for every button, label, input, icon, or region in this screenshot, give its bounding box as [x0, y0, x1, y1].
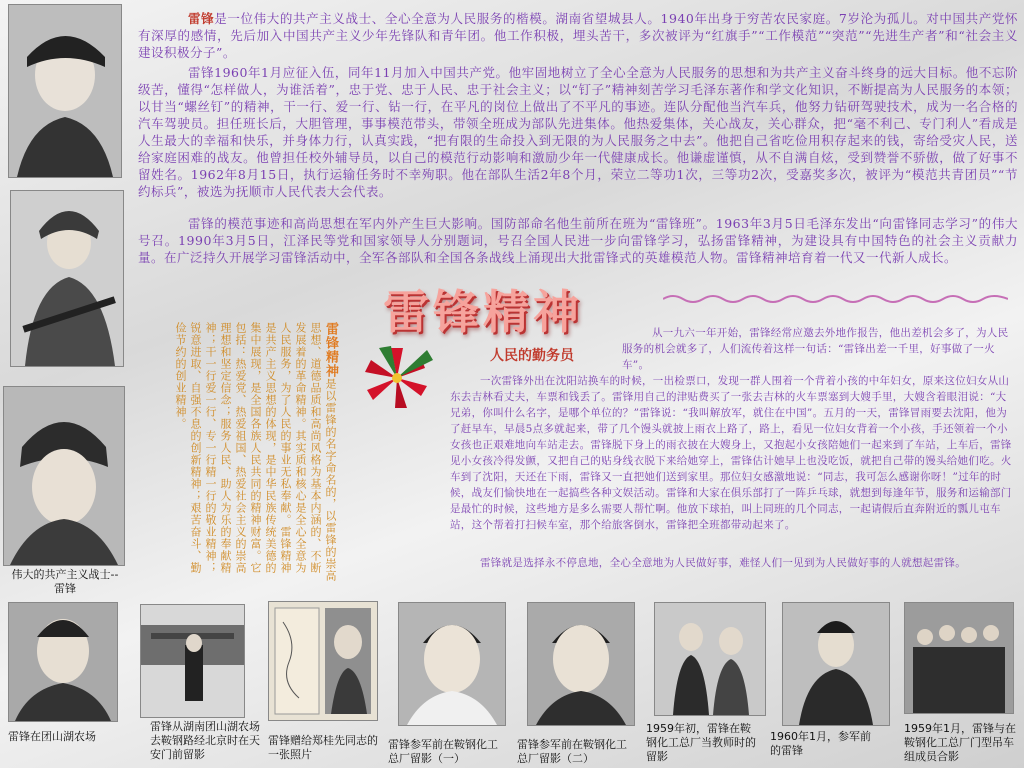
spirit-vertical-block: [148, 322, 338, 584]
story-closing-text: 雷锋就是选择永不停息地，全心全意地为人民做好事，难怪人们一见到为人民做好事的人就想起雷锋。: [480, 557, 966, 569]
bottom-photo-1: [8, 602, 118, 722]
decorative-scroll-line: [663, 293, 1008, 305]
bottom-caption-3: 雷锋赠给郑桂先同志的一张照片: [268, 734, 378, 761]
story-subhead: 人民的勤务员: [490, 348, 574, 364]
bottom-photo-8: [904, 602, 1014, 714]
bottom-caption-7: 1960年1月，参军前的雷锋: [770, 730, 871, 757]
bottom-photo-6: [654, 602, 766, 716]
portrait-photo-icon: [9, 603, 117, 721]
spirit-heading: 雷锋精神: [323, 322, 338, 378]
story-body-text: 一次雷锋外出在沈阳站换车的时候，一出检票口，发现一群人围着一个背着小孩的中年妇女，原来这位妇女从山东去吉林看丈夫，车票和钱丢了。雷锋用自己的津贴费买了一张去吉林的火车票塞到大嫂手里，大嫂含着眼泪说：“大兄弟，你叫什么名字，是哪个单位的？”雷锋说：“我叫解放军，就住在中国”。五月的一天，雷锋冒雨要去沈阳，他为了赶早车，早晨5点多就起来，带了几个馒头就披上雨衣上路了，路上，看见一位妇女背着一个小孩，手还领着一个小女孩也正艰难地向车站走去。雷锋脱下身上的雨衣披在大嫂身上，又抱起小女孩陪她们一起来到了车站，上车后，雷锋见小女孩冷得发颤，又把自己的贴身线衣脱下来给她穿上，雷锋估计她早上也没吃饭，就把自己带的馒头给她们吃。火车到了沈阳，天还在下雨，雷锋又一直把她们送到家里。那位妇女感激地说：“同志，我可怎么感谢你呀！”过年的时候，战友们愉快地在一起搞些各种文娱活动。雷锋和大家在俱乐部打了一阵乒乓球，就想到每逢年节，服务和运输部门是最忙的时候，这些地方是多么需要人帮忙啊。他放下球拍，叫上同班的几个同志，一起请假后直奔附近的瓢儿屯车站，这个帮着打扫候车室，那个给旅客倒水，雷锋把全班都带动起来了。: [450, 375, 1012, 531]
intro-text-2: 雷锋1960年1月应征入伍，同年11月加入中国共产党。他牢固地树立了全心全意为人民服务的思想和为共产主义奋斗终身的远大目标。他不忘阶级苦，懂得“怎样做人，为谁活着”，忠于党、忠于人民、忠于社会主义；以“钉子”精神刻苦学习毛泽东著作和学文化知识，不断提高为人民服务的本领；以甘当“螺丝钉”的精神，干一行、爱一行、钻一行，在平凡的岗位上做出了不平凡的事迹。连队分配他当汽车兵，他努力钻研驾驶技术，成为一名合格的汽车驾驶员。担任班长后，大胆管理，事事模范带头，带领全班成为部队先进集体。他热爱集体，关心战友，关心群众，把“毫不利己、专门利人”看成是人生最大的幸福和快乐，并身体力行，认真实践，“把有限的生命投入到无限的为人民服务之中去”。他把自己省吃俭用积存起来的钱，寄给受灾人民，送给家庭困难的战友。他曾担任校外辅导员，以自己的模范行动影响和激励少年一代健康成长。他谦虚谨慎，从不自满自炫，受到赞誉不骄傲，做了好事不留姓名。1962年8月15日，执行运输任务时不幸殉职。他在部队生活2年8个月，荣立二等功1次，三等功2次，受嘉奖多次，被评为“模范共青团员”“节约标兵”，被选为抚顺市人民代表大会代表。: [138, 65, 1018, 199]
portrait-fur-hat-photo: [3, 386, 125, 566]
bottom-caption-2: 雷锋从湖南团山湖农场去鞍钢路经北京时在天安门前留影: [150, 720, 260, 761]
portrait-photo-icon: [783, 603, 889, 725]
story-body: [450, 373, 1012, 533]
intro-paragraph-2: [138, 64, 1018, 200]
intro-paragraph-3: [138, 215, 1018, 266]
bottom-photo-5: [527, 602, 635, 726]
poinsettia-flower-icon: [356, 342, 438, 414]
bottom-caption-8: 1959年1月，雷锋与在鞍钢化工总厂门型吊车组成员合影: [904, 722, 1016, 763]
story-intro: [622, 325, 1012, 373]
bottom-caption-5: 雷锋参军前在鞍钢化工总厂留影（二）: [517, 738, 627, 765]
group-photo-icon: [655, 603, 765, 715]
intro-paragraph-1: [138, 10, 1018, 61]
spirit-body: 是以雷锋的名字命名的，以雷锋的崇高思想、道德品质和高尚风格为基本内涵的、不断发展着的革命精神。其实质和核心是全心全意为人民服务，为了人民的事业无私奉献。雷锋精神是共产主义思想的体现，是中华民族传统美德的集中展现，是全国各族人民共同的精神财富。它包括：热爱党、热爱祖国、热爱社会主义的崇高理想和坚定信念；服务人民、助人为乐的奉献精神；干一行爱一行、专一行精一行的敬业精神；锐意进取、自强不息的创新精神；艰苦奋斗、勤俭节约的创业精神。: [174, 322, 337, 582]
portrait-rifle-photo: [10, 190, 124, 367]
bottom-caption-6: 1959年初，雷锋在鞍钢化工总厂当教师时的留影: [646, 722, 756, 763]
portrait-photo-icon: [399, 603, 505, 725]
fur-hat-portrait-icon: [4, 387, 124, 565]
bottom-photo-3: [268, 601, 378, 721]
bottom-photo-4: [398, 602, 506, 726]
tiananmen-photo-icon: [141, 605, 244, 717]
page-title: 雷锋精神: [383, 285, 583, 339]
bottom-photo-7: [782, 602, 890, 726]
bottom-photo-2: [140, 604, 245, 718]
soldier-rifle-icon: [11, 191, 123, 366]
portrait-photo-icon: [528, 603, 634, 725]
story-closing: [450, 555, 1012, 571]
intro-text-1: 是一位伟大的共产主义战士、全心全意为人民服务的楷模。湖南省望城县人。1940年出身于穷苦农民家庭。7岁沦为孤儿。对中国共产党怀有深厚的感情，先后加入中国共产主义少年先锋队和青年团。他工作积极，埋头苦干，多次被评为“红旗手”“工作模范”“突范”“先进生产者”和“社会主义建设积极分子”。: [138, 11, 1018, 60]
lead-name: 雷锋: [188, 11, 215, 26]
portrait-cap-photo: [8, 4, 122, 178]
portrait-cap-icon: [9, 5, 121, 177]
bottom-caption-4: 雷锋参军前在鞍钢化工总厂留影（一）: [388, 738, 498, 765]
signed-photo-icon: [269, 602, 377, 720]
story-intro-text: 从一九六一年开始，雷锋经常应邀去外地作报告，他出差机会多了，为人民服务的机会就多了，人们流传着这样一句话：“雷锋出差一千里，好事做了一火车”。: [622, 327, 1009, 371]
group-photo-icon: [905, 603, 1013, 713]
side-caption: 伟大的共产主义战士--雷锋: [11, 568, 119, 595]
bottom-caption-1: 雷锋在团山湖农场: [8, 730, 96, 743]
intro-text-3: 雷锋的模范事迹和高尚思想在军内外产生巨大影响。国防部命名他生前所在班为“雷锋班”。1963年3月5日毛泽东发出“向雷锋同志学习”的伟大号召。1990年3月5日，江泽民等党和国家领导人分别题词，号召全国人民进一步向雷锋学习，弘扬雷锋精神，为建设具有中国特色的社会主义贡献力量。在广泛持久开展学习雷锋活动中，全军各部队和全国各条战线上涌现出大批雷锋式的英雄模范人物。雷锋精神培育着一代又一代新人成长。: [138, 216, 1018, 265]
